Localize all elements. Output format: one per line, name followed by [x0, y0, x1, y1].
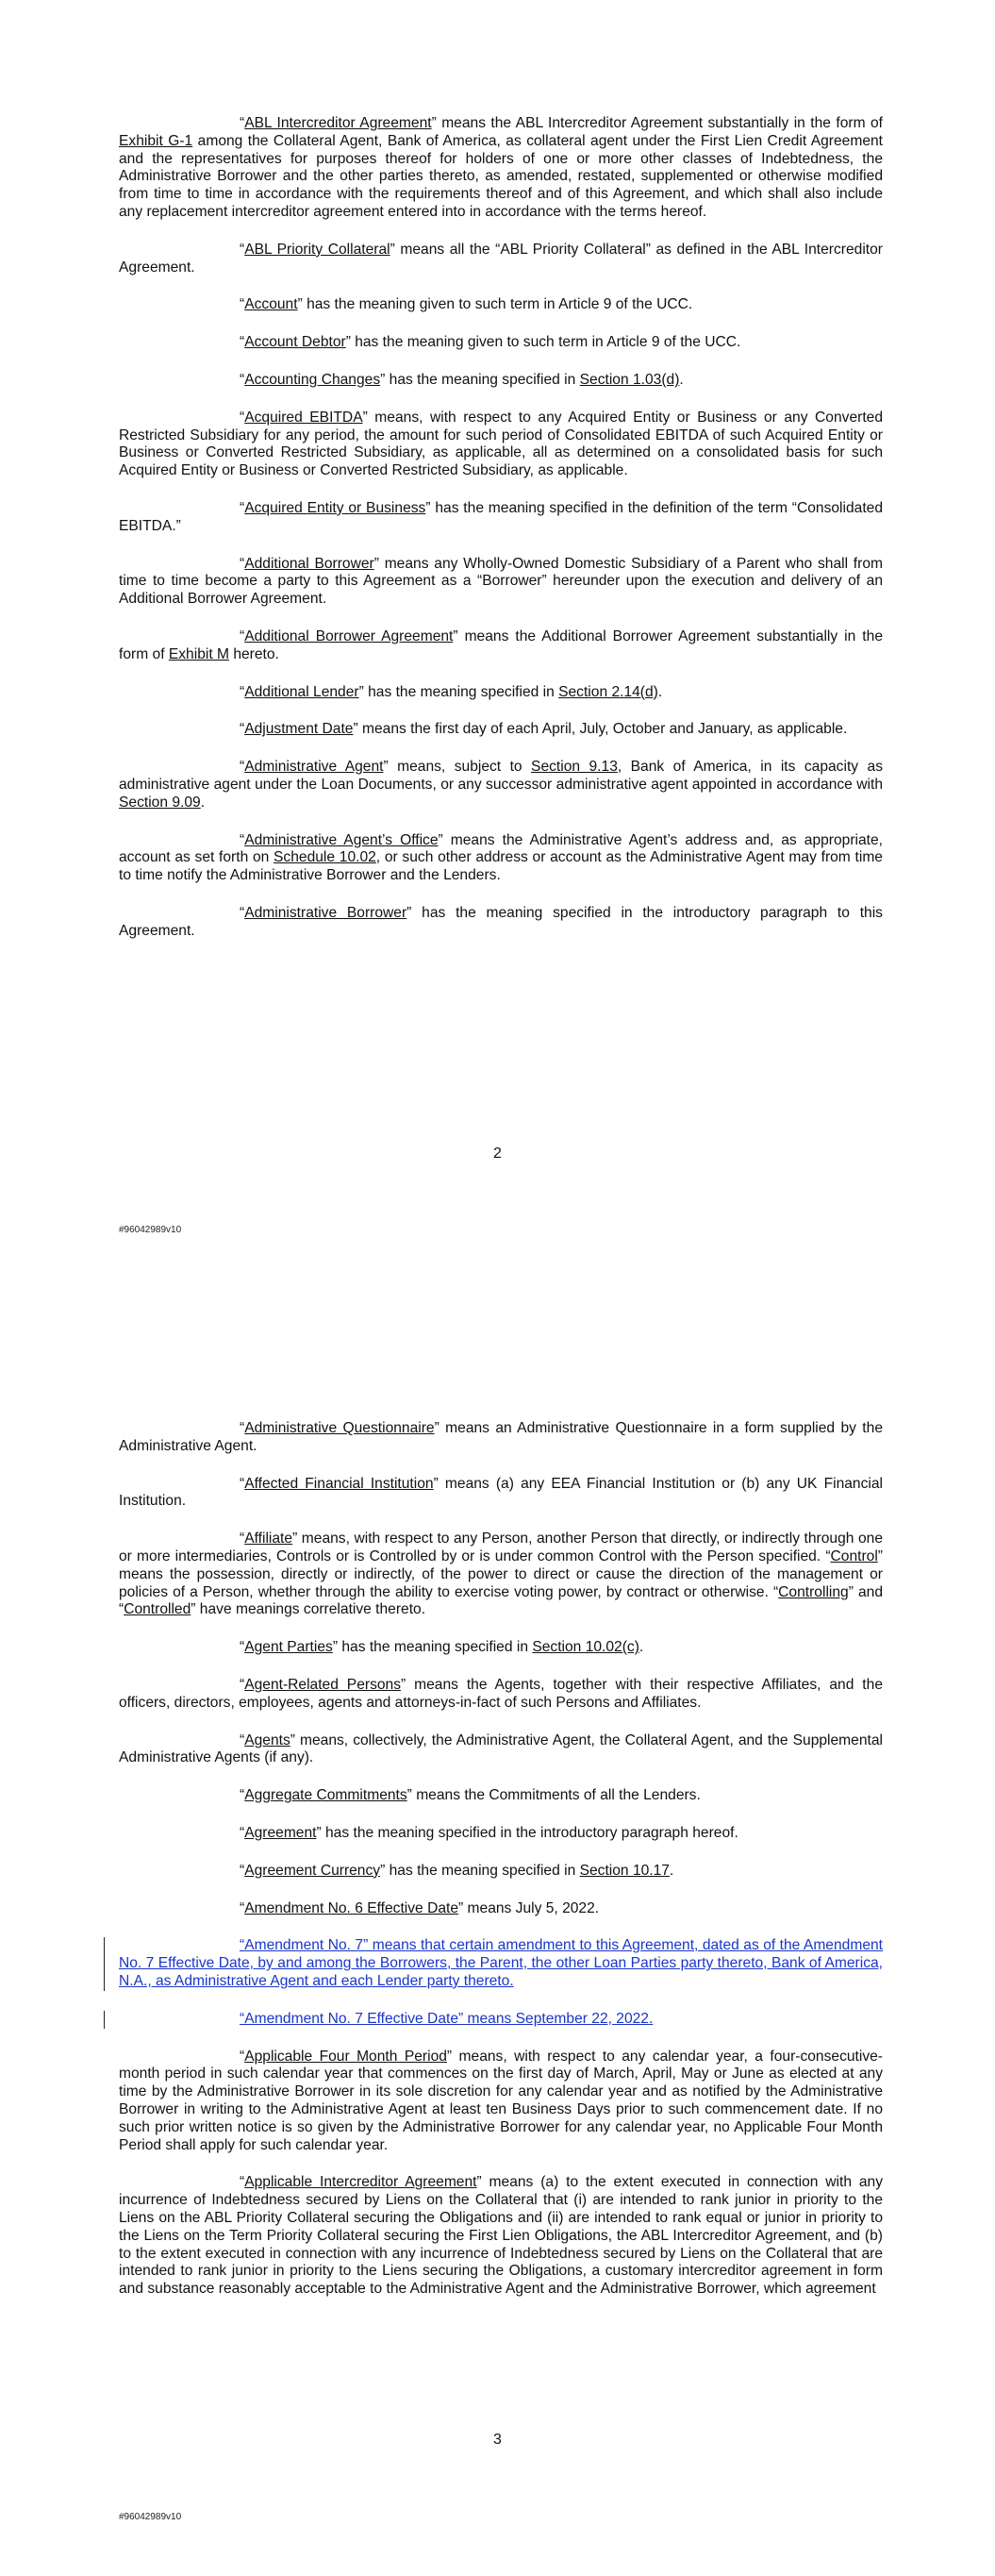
defined-term: ABL Priority Collateral [244, 241, 390, 258]
open-quote: “ [240, 1824, 245, 1841]
definition-text: . [669, 1862, 674, 1879]
cross-reference: Section 9.09 [119, 794, 201, 811]
document-id: #96042989v10 [119, 2512, 182, 2522]
open-quote: “ [240, 115, 245, 131]
defined-term: Acquired Entity or Business [244, 499, 426, 516]
defined-term: Administrative Agent’s Office [244, 831, 439, 848]
cross-reference: Section 10.02(c) [532, 1639, 639, 1656]
defined-term: Accounting Changes [244, 371, 381, 388]
defined-term: Additional Lender [244, 683, 359, 700]
change-bar [104, 2011, 105, 2029]
open-quote: “ [240, 1420, 245, 1436]
definition-paragraph [119, 242, 883, 277]
defined-term: Applicable Four Month Period [244, 2048, 447, 2065]
open-quote: “ [240, 371, 245, 388]
definition-text: ” means, with respect to any Acquired Entity or Business or any Converted Restricted Subsidiary for any period, the amount for such period of Consolidated EBITDA of such Acquired Entity or Business or Converted Restricted Subsidiary, as applicable, all as determined on a consolidated basis for such Acquired Entity or Business or Converted Restricted Subsidiary, as applicable. [119, 409, 883, 479]
open-quote: “ [240, 904, 245, 921]
cross-reference: Controlled [124, 1601, 191, 1618]
change-bar [104, 1937, 105, 1990]
definition-paragraph [119, 1825, 883, 1843]
cross-reference: Control [830, 1547, 878, 1564]
defined-term: Affected Financial Institution [244, 1475, 434, 1492]
definition-text: ” has the meaning specified in the definition of the term “Consolidated EBITDA.” [119, 499, 884, 534]
definition-text: ” has the meaning specified in the introductory paragraph to this Agreement. [119, 904, 883, 939]
definitions-body [119, 1420, 883, 2318]
open-quote: “ [240, 2048, 245, 2065]
defined-term: Agent Parties [244, 1639, 333, 1656]
definition-text: ” means, subject to [383, 759, 532, 776]
cross-reference: Section 9.13 [531, 759, 618, 776]
open-quote: “ [240, 1475, 245, 1492]
definition-text: ” has the meaning specified in [358, 683, 559, 700]
definition-text: ” has the meaning specified in [380, 1862, 580, 1879]
open-quote: “ [240, 296, 245, 313]
definition-text: ” means (a) any EEA Financial Institution or (b) any UK Financial Institution. [119, 1475, 883, 1510]
definition-paragraph [119, 1476, 883, 1512]
definition-text: . [200, 794, 206, 811]
open-quote: “ [240, 555, 245, 572]
cross-reference: Schedule 10.02 [274, 849, 376, 866]
page-number: 3 [493, 2432, 502, 2448]
definition-text: ” means the first day of each April, July, October and January, as applicable. [353, 721, 848, 738]
definition-paragraph [119, 296, 883, 314]
defined-term: Affiliate [244, 1531, 293, 1547]
definition-text: ” means, collectively, the Administrative Agent, the Collateral Agent, and the Supplemental Administrative Agents (if any). [119, 1731, 883, 1766]
open-quote: “ [240, 1676, 245, 1693]
definition-text: , Bank of America, in its capacity as administrative agent under the Loan Documents, or any successor administrative agent appointed in accordance with [119, 759, 883, 793]
definition-text: ” and “ [119, 1583, 884, 1618]
definition-text: ” means the Commitments of all the Lenders. [406, 1787, 701, 1804]
open-quote: “ [240, 831, 245, 848]
definition-text: . [657, 683, 663, 700]
definition-paragraph [119, 372, 883, 390]
defined-term: Additional Borrower [244, 555, 374, 572]
defined-term: Administrative Agent [244, 759, 384, 776]
definition-text: ” has the meaning specified in [332, 1639, 533, 1656]
definition-text: ” has the meaning given to such term in Article 9 of the UCC. [345, 334, 741, 351]
defined-term: Agents [244, 1731, 290, 1748]
document-page-3 [0, 1288, 995, 2576]
definition-text: ” has the meaning specified in the introductory paragraph hereof. [316, 1824, 738, 1841]
definition-paragraph [119, 628, 883, 664]
definition-paragraph [119, 334, 883, 352]
page-number: 2 [493, 1146, 502, 1162]
defined-term: Acquired EBITDA [244, 409, 363, 426]
definition-text: ” means the ABL Intercreditor Agreement substantially in the form of [431, 115, 883, 131]
defined-term: Adjustment Date [244, 721, 354, 738]
open-quote: “ [240, 334, 245, 351]
inserted-text: “Amendment No. 7 Effective Date” means September 22, 2022. [240, 2010, 654, 2027]
defined-term: Administrative Borrower [244, 904, 407, 921]
open-quote: “ [240, 1731, 245, 1748]
amended-definition [119, 2011, 883, 2029]
definition-text: ” has the meaning specified in [380, 371, 580, 388]
definition-paragraph [119, 1900, 883, 1918]
definition-text: among the Collateral Agent, Bank of America, as collateral agent under the First Lien Credit Agreement and the representatives for purposes thereof for holders of one or more other classes of Indebtedness, the Administrative Borrower and the other parties thereto, as amended, restated, supplemented or otherwise modified from time to time in accordance with the requirements thereof and of this Agreement, and which shall also include any replacement intercreditor agreement entered into in accordance with the terms hereof. [119, 132, 883, 220]
definition-text: , or such other address or account as the Administrative Agent may from time to time notify the Administrative Borrower and the Lenders. [119, 849, 883, 884]
open-quote: “ [240, 499, 245, 516]
open-quote: “ [240, 1787, 245, 1804]
open-quote: “ [240, 1639, 245, 1656]
definition-paragraph [119, 1531, 883, 1619]
amended-definition [119, 1937, 883, 1990]
cross-reference: Exhibit M [168, 645, 229, 662]
defined-term: Account Debtor [244, 334, 346, 351]
defined-term: ABL Intercreditor Agreement [244, 115, 432, 131]
defined-term: Additional Borrower Agreement [244, 627, 454, 644]
definition-text: ” means the Additional Borrower Agreement substantially in the form of [119, 627, 883, 662]
definition-text: ” means the possession, directly or indirectly, of the power to direct or cause the direction of the management or policies of a Person, whether through the ability to exercise voting power, by contract or otherwise. “ [119, 1547, 883, 1600]
definition-paragraph [119, 905, 883, 941]
definition-text: . [638, 1639, 644, 1656]
definition-text: hereto. [229, 645, 279, 662]
definition-paragraph [119, 1420, 883, 1456]
definition-paragraph [119, 1787, 883, 1805]
cross-reference: Section 1.03(d) [579, 371, 680, 388]
definition-text: ” means any Wholly-Owned Domestic Subsidiary of a Parent who shall from time to time become a party to this Agreement as a “Borrower” hereunder upon the execution and delivery of an Additional Borrower Agreement. [119, 555, 883, 608]
open-quote: “ [240, 2174, 245, 2191]
definition-text: ” means, with respect to any Person, another Person that directly, or indirectly through one or more intermediaries, Controls or is Controlled by or is under common Control with the Person specified. “ [119, 1531, 883, 1564]
defined-term: Amendment No. 6 Effective Date [244, 1899, 459, 1916]
definition-paragraph [119, 832, 883, 885]
definition-paragraph [119, 2174, 883, 2299]
definition-paragraph [119, 2049, 883, 2155]
definition-text: ” has the meaning given to such term in Article 9 of the UCC. [297, 296, 693, 313]
definition-paragraph [119, 1863, 883, 1881]
definition-paragraph [119, 500, 883, 536]
definitions-body [119, 115, 883, 961]
inserted-text: “Amendment No. 7” means that certain amendment to this Agreement, dated as of the Amendment No. 7 Effective Date, by and among the Borrowers, the Parent, the other Loan Parties party thereto, Bank of America, N.A., as Administrative Agent and each Lender party thereto. [119, 1937, 883, 1989]
definition-paragraph [119, 684, 883, 702]
definition-paragraph [119, 1639, 883, 1657]
cross-reference: Section 2.14(d) [558, 683, 658, 700]
definition-text: ” have meanings correlative thereto. [191, 1601, 426, 1618]
cross-reference: Section 10.17 [579, 1862, 670, 1879]
open-quote: “ [240, 627, 245, 644]
definition-text: ” means the Administrative Agent’s address and, as appropriate, account as set forth on [119, 831, 883, 866]
open-quote: “ [240, 759, 245, 776]
open-quote: “ [240, 721, 245, 738]
definition-text: ” means an Administrative Questionnaire in a form supplied by the Administrative Agent. [119, 1420, 883, 1454]
definition-text: . [679, 371, 684, 388]
open-quote: “ [240, 409, 245, 426]
defined-term: Administrative Questionnaire [244, 1420, 435, 1436]
definition-text: ” means, with respect to any calendar year, a four-consecutive-month period in such calendar year that commences on the first day of March, April, May or June as elected at any time by the Administrative Borrower in its sole discretion for any calendar year and as notified by the Administrative Borrower in writing to the Administrative Agent at least ten Business Days prior to such commencement date. If no such prior written notice is so given by the Administrative Borrower for any calendar year, no Applicable Four Month Period shall apply for such calendar year. [119, 2048, 883, 2153]
cross-reference: Exhibit G-1 [119, 132, 193, 149]
definition-text: ” means the Agents, together with their respective Affiliates, and the officers, directors, employees, agents and attorneys-in-fact of such Persons and Affiliates. [119, 1676, 883, 1711]
defined-term: Agent-Related Persons [244, 1676, 402, 1693]
definition-paragraph [119, 410, 883, 480]
definition-paragraph [119, 556, 883, 609]
defined-term: Agreement [244, 1824, 317, 1841]
definition-text: ” means all the “ABL Priority Collateral” as defined in the ABL Intercreditor Agreement. [119, 241, 883, 276]
open-quote: “ [240, 1899, 245, 1916]
open-quote: “ [240, 1862, 245, 1879]
defined-term: Agreement Currency [244, 1862, 381, 1879]
cross-reference: Controlling [778, 1583, 849, 1600]
definition-paragraph [119, 1732, 883, 1768]
definition-paragraph [119, 115, 883, 222]
open-quote: “ [240, 683, 245, 700]
definition-text: ” means July 5, 2022. [458, 1899, 600, 1916]
definition-paragraph [119, 721, 883, 739]
definition-paragraph [119, 1677, 883, 1713]
defined-term: Account [244, 296, 298, 313]
definition-text: ” means (a) to the extent executed in connection with any incurrence of Indebtedness secured by Liens on the Collateral that (i) are intended to rank junior in priority to the Liens on the ABL Priority Collateral securing the Obligations and (ii) are intended to rank equal or junior in priority to the Liens on the Term Priority Collateral securing the First Lien Obligations, the ABL Intercreditor Agreement, and (b) to the extent executed in connection with any incurrence of Indebtedness secured by Liens on the Collateral that are intended to rank junior in priority to the Liens securing the Obligations, a customary intercreditor agreement in form and substance reasonably acceptable to the Administrative Agent and the Administrative Borrower, which agreement [119, 2174, 883, 2298]
defined-term: Applicable Intercreditor Agreement [244, 2174, 477, 2191]
definition-paragraph [119, 759, 883, 811]
document-id: #96042989v10 [119, 1225, 182, 1235]
defined-term: Aggregate Commitments [244, 1787, 407, 1804]
open-quote: “ [240, 241, 245, 258]
open-quote: “ [240, 1531, 245, 1547]
